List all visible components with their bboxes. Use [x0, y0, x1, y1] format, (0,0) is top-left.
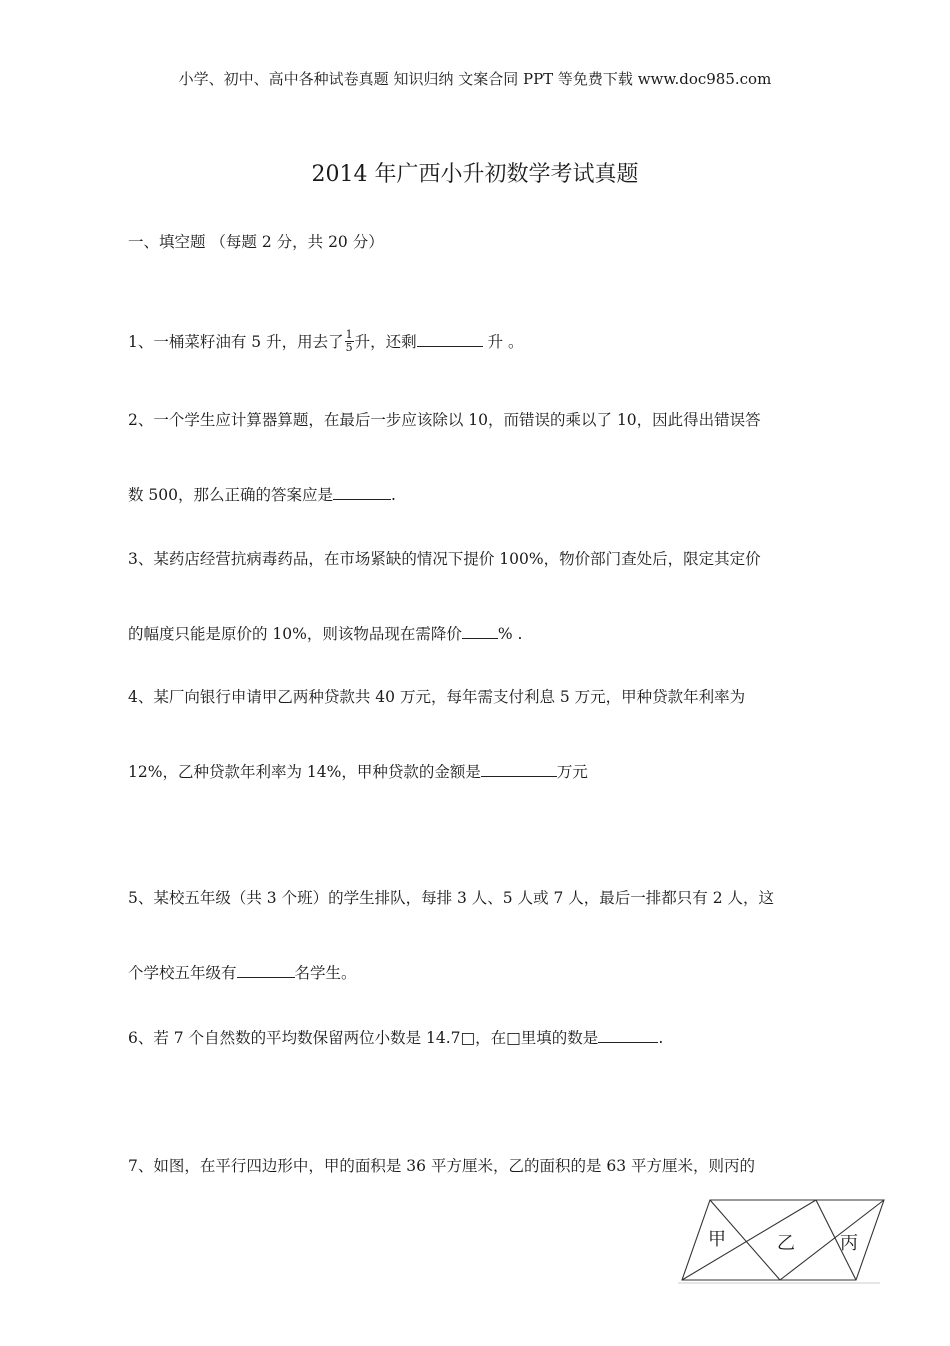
q1-text-b: 升，还剩: [354, 333, 417, 351]
label-bing: 丙: [840, 1233, 858, 1254]
question-4-line2: [128, 760, 588, 782]
q6-text: 6、若 7 个自然数的平均数保留两位小数是 14.7□，在□里填的数是: [128, 1029, 599, 1047]
answer-blank[interactable]: [333, 485, 391, 500]
question-4-line1: 4、某厂向银行申请甲乙两种贷款共 40 万元，每年需支付利息 5 万元，甲种贷款年利率为: [128, 688, 746, 706]
q2-end: .: [391, 486, 396, 504]
page-title: 2014 年广西小升初数学考试真题: [311, 162, 639, 187]
question-7-line1: 7、如图，在平行四边形中，甲的面积是 36 平方厘米，乙的面积的是 63 平方厘米，则丙的: [128, 1157, 756, 1175]
fraction-denominator: 5: [345, 340, 353, 354]
section-heading: 一、填空题 （每题 2 分，共 20 分）: [128, 233, 384, 251]
question-3-line1: 3、某药店经营抗病毒药品，在市场紧缺的情况下提价 100%，物价部门查处后，限定其定价: [128, 550, 761, 568]
q4-text: 12%，乙种贷款年利率为 14%，甲种贷款的金额是: [128, 763, 481, 781]
answer-blank[interactable]: [237, 963, 295, 978]
question-2-line2: [128, 483, 396, 505]
q5-text: 个学校五年级有: [128, 964, 237, 982]
page-header: 小学、初中、高中各种试卷真题 知识归纳 文案合同 PPT 等免费下载 www.doc985.com: [178, 70, 772, 88]
parallelogram-figure: [678, 1196, 888, 1288]
q6-end: .: [658, 1029, 664, 1047]
q3-text: 的幅度只能是原价的 10%，则该物品现在需降价: [128, 625, 462, 643]
answer-blank[interactable]: [481, 762, 557, 777]
fraction: [345, 329, 354, 354]
q4-end: 万元: [556, 763, 588, 781]
question-5-line2: [128, 961, 357, 983]
question-1: [128, 327, 524, 356]
q1-text-c: 升 。: [482, 333, 524, 351]
fraction-numerator: 1: [345, 327, 353, 341]
answer-blank[interactable]: [598, 1028, 658, 1043]
question-6: [128, 1026, 663, 1048]
q3-end: % .: [497, 625, 523, 643]
q2-text: 数 500，那么正确的答案应是: [128, 486, 334, 504]
label-jia: 甲: [708, 1229, 726, 1250]
question-5-line1: 5、某校五年级（共 3 个班）的学生排队，每排 3 人、5 人或 7 人，最后一排都只有 2 人，这: [128, 889, 775, 907]
answer-blank[interactable]: [417, 332, 483, 347]
q5-end: 名学生。: [294, 964, 357, 982]
label-yi: 乙: [777, 1233, 795, 1254]
answer-blank[interactable]: [462, 624, 498, 639]
q1-text-a: 1、一桶菜籽油有 5 升，用去了: [128, 333, 344, 351]
question-3-line2: [128, 622, 522, 644]
question-2-line1: 2、一个学生应计算器算题，在最后一步应该除以 10，而错误的乘以了 10，因此得出错误答: [128, 411, 761, 429]
